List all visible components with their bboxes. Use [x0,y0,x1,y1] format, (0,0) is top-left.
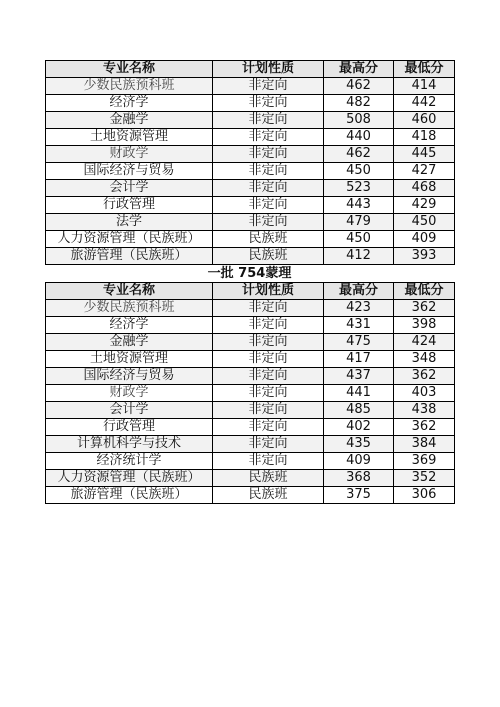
cell-min-score: 438 [394,402,455,419]
cell-max-score: 508 [324,112,394,129]
cell-max-score: 423 [324,300,394,317]
score-table-2 [45,282,455,504]
table-row [46,385,455,402]
cell-max-score: 402 [324,419,394,436]
table-row [46,112,455,129]
cell-max-score: 475 [324,334,394,351]
cell-max-score: 479 [324,214,394,231]
cell-max-score: 368 [324,470,394,487]
cell-min-score: 414 [394,78,455,95]
cell-plan-type: 非定向 [213,300,324,317]
cell-plan-type: 非定向 [213,129,324,146]
cell-min-score: 348 [394,351,455,368]
cell-max-score: 462 [324,146,394,163]
cell-min-score: 362 [394,368,455,385]
cell-major: 经济学 [46,95,213,112]
table-row [46,300,455,317]
cell-major: 金融学 [46,112,213,129]
header-max-score: 最高分 [324,61,394,78]
cell-max-score: 443 [324,197,394,214]
cell-plan-type: 非定向 [213,78,324,95]
cell-max-score: 441 [324,385,394,402]
cell-major: 经济学 [46,317,213,334]
table-header-row [46,283,455,300]
cell-max-score: 431 [324,317,394,334]
cell-min-score: 362 [394,419,455,436]
cell-plan-type: 非定向 [213,317,324,334]
table-row [46,129,455,146]
score-sheet [45,60,454,504]
cell-plan-type: 非定向 [213,112,324,129]
cell-major: 人力资源管理（民族班） [46,470,213,487]
table-row [46,163,455,180]
table-row [46,95,455,112]
cell-major: 人力资源管理（民族班） [46,231,213,248]
table-row [46,197,455,214]
header-plan-type: 计划性质 [213,61,324,78]
table-row [46,351,455,368]
table-row [46,368,455,385]
cell-plan-type: 非定向 [213,146,324,163]
cell-major: 旅游管理（民族班） [46,248,213,265]
cell-plan-type: 非定向 [213,402,324,419]
table-row [46,317,455,334]
cell-major: 计算机科学与技术 [46,436,213,453]
cell-plan-type: 民族班 [213,487,324,504]
cell-major: 财政学 [46,385,213,402]
score-table-1 [45,60,455,265]
table-row [46,436,455,453]
cell-major: 法学 [46,214,213,231]
cell-min-score: 442 [394,95,455,112]
cell-major: 少数民族预科班 [46,78,213,95]
cell-major: 土地资源管理 [46,351,213,368]
cell-plan-type: 民族班 [213,470,324,487]
cell-min-score: 450 [394,214,455,231]
cell-major: 旅游管理（民族班） [46,487,213,504]
cell-major: 土地资源管理 [46,129,213,146]
cell-major: 金融学 [46,334,213,351]
table-row [46,470,455,487]
table-row [46,180,455,197]
header-plan-type: 计划性质 [213,283,324,300]
cell-plan-type: 非定向 [213,385,324,402]
cell-min-score: 445 [394,146,455,163]
cell-min-score: 352 [394,470,455,487]
header-min-score: 最低分 [394,61,455,78]
cell-major: 国际经济与贸易 [46,368,213,385]
cell-max-score: 435 [324,436,394,453]
cell-max-score: 450 [324,231,394,248]
header-min-score: 最低分 [394,283,455,300]
table-row [46,419,455,436]
cell-min-score: 418 [394,129,455,146]
cell-major: 行政管理 [46,197,213,214]
table-row [46,146,455,163]
table-row [46,214,455,231]
cell-major: 会计学 [46,180,213,197]
cell-max-score: 440 [324,129,394,146]
cell-max-score: 523 [324,180,394,197]
cell-plan-type: 非定向 [213,419,324,436]
cell-major: 财政学 [46,146,213,163]
table-row [46,78,455,95]
cell-plan-type: 非定向 [213,334,324,351]
cell-min-score: 393 [394,248,455,265]
cell-max-score: 409 [324,453,394,470]
cell-min-score: 424 [394,334,455,351]
table-row [46,334,455,351]
cell-max-score: 417 [324,351,394,368]
cell-major: 少数民族预科班 [46,300,213,317]
cell-min-score: 427 [394,163,455,180]
cell-max-score: 485 [324,402,394,419]
header-major: 专业名称 [46,283,213,300]
cell-min-score: 398 [394,317,455,334]
cell-plan-type: 民族班 [213,248,324,265]
table-row [46,231,455,248]
cell-max-score: 482 [324,95,394,112]
table-row [46,487,455,504]
cell-min-score: 409 [394,231,455,248]
table-1-body [46,78,455,265]
cell-major: 行政管理 [46,419,213,436]
table-row [46,453,455,470]
cell-plan-type: 非定向 [213,163,324,180]
table-row [46,402,455,419]
cell-plan-type: 非定向 [213,368,324,385]
cell-max-score: 437 [324,368,394,385]
cell-major: 会计学 [46,402,213,419]
cell-max-score: 375 [324,487,394,504]
cell-major: 经济统计学 [46,453,213,470]
cell-min-score: 460 [394,112,455,129]
cell-min-score: 384 [394,436,455,453]
cell-max-score: 462 [324,78,394,95]
cell-major: 国际经济与贸易 [46,163,213,180]
cell-plan-type: 民族班 [213,231,324,248]
cell-plan-type: 非定向 [213,453,324,470]
cell-max-score: 450 [324,163,394,180]
header-max-score: 最高分 [324,283,394,300]
header-major: 专业名称 [46,61,213,78]
table-header-row [46,61,455,78]
cell-plan-type: 非定向 [213,351,324,368]
table-2-body [46,300,455,504]
cell-min-score: 468 [394,180,455,197]
cell-min-score: 403 [394,385,455,402]
table-row [46,248,455,265]
cell-plan-type: 非定向 [213,214,324,231]
section-title: 一批 754蒙理 [207,266,292,281]
cell-plan-type: 非定向 [213,436,324,453]
cell-min-score: 362 [394,300,455,317]
cell-plan-type: 非定向 [213,180,324,197]
cell-min-score: 369 [394,453,455,470]
cell-plan-type: 非定向 [213,95,324,112]
cell-min-score: 429 [394,197,455,214]
cell-min-score: 306 [394,487,455,504]
cell-max-score: 412 [324,248,394,265]
cell-plan-type: 非定向 [213,197,324,214]
